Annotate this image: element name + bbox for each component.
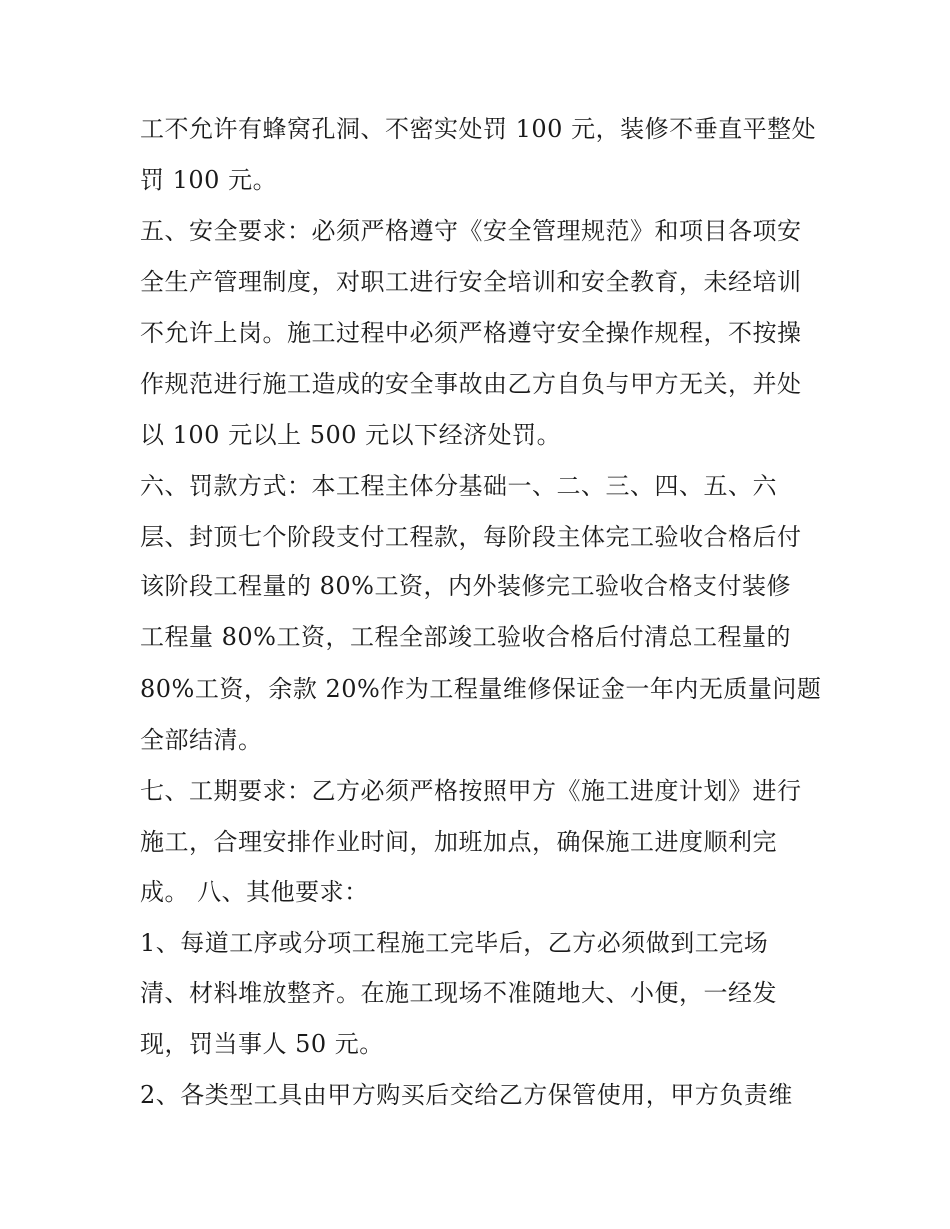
text-line: 作规范进行施工造成的安全事故由乙方自负与甲方无关，并处 bbox=[140, 370, 802, 398]
text-line: 现，罚当事人 50 元。 bbox=[140, 1030, 384, 1058]
text-line: 工程量 80%工资，工程全部竣工验收合格后付清总工程量的 bbox=[140, 623, 791, 651]
text-line: 80%工资，余款 20%作为工程量维修保证金一年内无质量问题 bbox=[140, 675, 822, 703]
text-line: 该阶段工程量的 80%工资，内外装修完工验收合格支付装修 bbox=[140, 572, 791, 600]
text-line: 工不允许有蜂窝孔洞、不密实处罚 100 元，装修不垂直平整处 bbox=[140, 115, 817, 143]
text-line: 施工，合理安排作业时间，加班加点，确保施工进度顺利完 bbox=[140, 828, 777, 856]
text-line: 2、各类型工具由甲方购买后交给乙方保管使用，甲方负责维 bbox=[140, 1081, 793, 1109]
text-line: 罚 100 元。 bbox=[140, 166, 278, 194]
text-line: 不允许上岗。施工过程中必须严格遵守安全操作规程，不按操 bbox=[140, 319, 802, 347]
text-line: 成。 八、其他要求： bbox=[140, 878, 369, 906]
text-line: 全生产管理制度，对职工进行安全培训和安全教育，未经培训 bbox=[140, 268, 802, 296]
text-line: 清、材料堆放整齐。在施工现场不准随地大、小便，一经发 bbox=[140, 979, 777, 1007]
text-line: 以 100 元以上 500 元以下经济处罚。 bbox=[140, 421, 562, 449]
text-line: 六、罚款方式：本工程主体分基础一、二、三、四、五、六 bbox=[140, 472, 777, 500]
text-line: 七、工期要求：乙方必须严格按照甲方《施工进度计划》进行 bbox=[140, 777, 802, 805]
text-line: 五、安全要求：必须严格遵守《安全管理规范》和项目各项安 bbox=[140, 217, 802, 245]
text-line: 层、封顶七个阶段支付工程款，每阶段主体完工验收合格后付 bbox=[140, 523, 802, 551]
text-line: 全部结清。 bbox=[140, 726, 263, 754]
text-line: 1、每道工序或分项工程施工完毕后，乙方必须做到工完场 bbox=[140, 929, 769, 957]
